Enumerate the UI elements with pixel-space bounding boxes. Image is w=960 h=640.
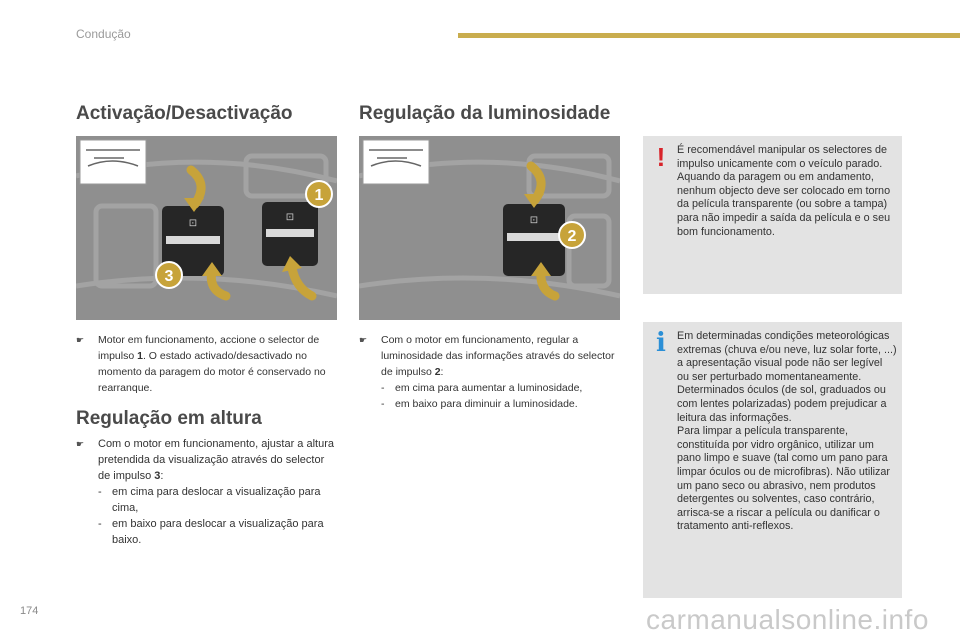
header-accent-bar	[458, 33, 960, 38]
activation-heading: Activação/Desactivação	[76, 103, 293, 124]
switch-photo-activation	[76, 136, 337, 320]
switch-photo-brightness	[359, 136, 620, 320]
activation-instruction: ☛ Motor em funcionamento, accione o selector de impulso 1. O estado activado/desactivado no momento da paragem do motor é conservado no rearranque.	[76, 334, 326, 394]
callout-1: 1	[314, 187, 324, 204]
info-text: Em determinadas condições meteorológicas extremas (chuva e/ou neve, luz solar forte, ...) a apresentação visual pode não ser legível ou ser perturbado momentaneamente. Determinados óculos (de sol, graduados ou com lentes polarizadas) podem prejudicar a leitura das informações. Para limpar a película transparente, constituída por vidro orgânico, utilizar um pano limpo e suave (tal como um pano para limpar óculos ou de microfibras). Não utilizar um pano seco ou abrasivo, nem produtos detergentes ou solventes, caso contrário, arrisca-se a riscar a película ou danificar o tratamento anti-reflexos.	[677, 330, 897, 533]
brightness-instruction: ☛ Com o motor em funcionamento, regular a luminosidade das informações através do selector de impulso 2: - em cima para aumentar a luminosidade, - em baixo para diminuir a luminosidade.	[359, 332, 627, 412]
svg-text:⊡: ⊡	[529, 215, 539, 226]
svg-text:⊡: ⊡	[188, 218, 198, 229]
list-item: - em cima para deslocar a visualização para cima,	[98, 486, 321, 514]
page-number: 174	[20, 605, 39, 617]
callout-3: 3	[164, 268, 174, 285]
height-instruction: ☛ Com o motor em funcionamento, ajustar a altura pretendida da visualização através do selector de impulso 3: - em cima para deslocar a visualização para cima, - em baixo para deslocar a visualização para baixo.	[76, 436, 338, 548]
warning-note	[643, 136, 902, 294]
height-heading: Regulação em altura	[76, 408, 262, 429]
bullet-icon: ☛	[76, 439, 85, 449]
warning-text: É recomendável manipular os selectores de impulso unicamente com o veículo parado. Aquando da paragem ou em andamento, nenhum objecto deve ser colocado em torno da película transparente (ou sobre a tampa) para não impedir a saída da película e o seu bom funcionamento.	[677, 144, 891, 238]
svg-text:⊡: ⊡	[285, 212, 295, 223]
list-item: - em baixo para deslocar a visualização para baixo.	[98, 518, 324, 546]
info-icon: i	[656, 328, 666, 358]
bullet-icon: ☛	[76, 335, 85, 345]
watermark: carmanualsonline.info	[646, 604, 929, 635]
callout-2: 2	[567, 228, 577, 245]
section-label: Condução	[76, 27, 131, 41]
list-item: - em cima para aumentar a luminosidade,	[381, 382, 583, 394]
list-item: - em baixo para diminuir a luminosidade.	[381, 398, 578, 410]
exclamation-icon: !	[656, 142, 666, 172]
bullet-icon: ☛	[359, 335, 368, 345]
brightness-heading: Regulação da luminosidade	[359, 103, 611, 124]
info-note	[643, 322, 902, 598]
